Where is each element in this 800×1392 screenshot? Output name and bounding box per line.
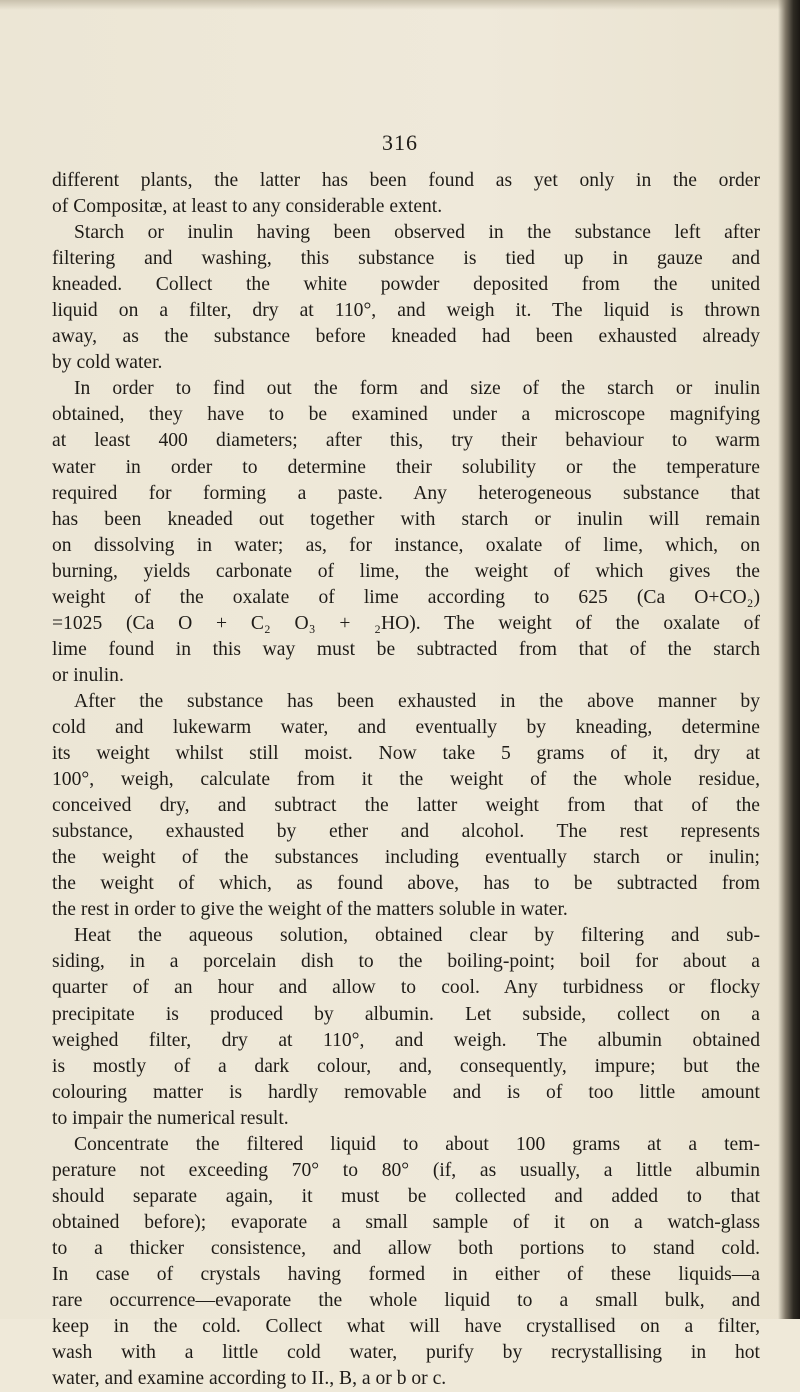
text-line: After the substance has been exhausted in the above manner by — [74, 690, 760, 712]
text-line: filtering and washing, this substance is tied up in gauze and — [52, 248, 760, 270]
text-line: substance, exhausted by ether and alcohol. The rest represents — [52, 821, 760, 843]
text-line: In case of crystals having formed in either of these liquids—a — [52, 1263, 760, 1285]
text-line: precipitate is produced by albumin. Let subside, collect on a — [52, 1003, 760, 1025]
text-line: obtained, they have to be examined under a microscope magnifying — [52, 404, 760, 426]
text-line: at least 400 diameters; after this, try their behaviour to warm — [52, 430, 760, 452]
top-edge-shadow — [0, 0, 800, 10]
text-line: has been kneaded out together with starch or inulin will remain — [52, 508, 760, 530]
text-line: or inulin. — [52, 664, 124, 686]
text-line: of Compositæ, at least to any considerable extent. — [52, 196, 443, 218]
text-line: on dissolving in water; as, for instance, oxalate of lime, which, on — [52, 534, 760, 556]
text-line: away, as the substance before kneaded had been exhausted already — [52, 326, 760, 348]
text-line: required for forming a paste. Any heterogeneous substance that — [52, 482, 760, 504]
text-line: siding, in a porcelain dish to the boiling-point; boil for about a — [52, 951, 760, 973]
text-line: to a thicker consistence, and allow both portions to stand cold. — [52, 1237, 760, 1259]
text-line: conceived dry, and subtract the latter weight from that of the — [52, 795, 760, 817]
text-line: the weight of which, as found above, has to be subtracted from — [52, 873, 760, 895]
text-line: to impair the numerical result. — [52, 1107, 289, 1129]
text-line: weighed filter, dry at 110°, and weigh. The albumin obtained — [52, 1029, 760, 1051]
text-line: its weight whilst still moist. Now take 5 grams of it, dry at — [52, 743, 760, 765]
text-line: weight of the oxalate of lime according to 625 (Ca O+CO₂) — [52, 586, 760, 608]
text-line: keep in the cold. Collect what will have crystallised on a filter, — [52, 1316, 760, 1338]
text-line: should separate again, it must be collected and added to that — [52, 1185, 760, 1207]
text-line: Concentrate the filtered liquid to about 100 grams at a tem- — [74, 1133, 760, 1155]
text-line: Starch or inulin having been observed in the substance left after — [74, 222, 760, 244]
text-line: 100°, weigh, calculate from it the weight of the whole residue, — [52, 769, 760, 791]
text-line: is mostly of a dark colour, and, consequently, impure; but the — [52, 1055, 760, 1077]
text-line: the weight of the substances including eventually starch or inulin; — [52, 847, 760, 869]
text-line: different plants, the latter has been found as yet only in the order — [52, 170, 760, 191]
text-line: wash with a little cold water, purify by recrystallising in hot — [52, 1342, 760, 1364]
text-line: quarter of an hour and allow to cool. Any turbidness or flocky — [52, 977, 760, 999]
text-line: water, and examine according to II., B, a or b or c. — [52, 1368, 447, 1390]
page-number: 316 — [382, 130, 418, 155]
text-line: liquid on a filter, dry at 110°, and weigh it. The liquid is thrown — [52, 300, 760, 322]
text-line: obtained before); evaporate a small sample of it on a watch-glass — [52, 1211, 760, 1233]
text-line: burning, yields carbonate of lime, the weight of which gives the — [52, 560, 760, 582]
text-line: perature not exceeding 70° to 80° (if, as usually, a little albumin — [52, 1159, 760, 1181]
text-line: by cold water. — [52, 352, 163, 374]
text-line: cold and lukewarm water, and eventually by kneading, determine — [52, 716, 760, 738]
body-text — [52, 168, 760, 1392]
text-line: lime found in this way must be subtracted from that of the starch — [52, 638, 760, 660]
text-line: Heat the aqueous solution, obtained clear by filtering and sub- — [74, 925, 760, 947]
text-line: water in order to determine their solubility or the temperature — [52, 456, 760, 478]
text-line: the rest in order to give the weight of the matters soluble in water. — [52, 899, 568, 921]
text-line: rare occurrence—evaporate the whole liquid to a small bulk, and — [52, 1290, 760, 1312]
text-line: kneaded. Collect the white powder deposited from the united — [52, 274, 760, 296]
page-binding-edge — [778, 0, 800, 1319]
text-line: =1025 (Ca O + C₂ O₃ + ₂HO). The weight of the oxalate of — [52, 612, 760, 634]
text-line: In order to find out the form and size of the starch or inulin — [74, 378, 760, 400]
text-line: colouring matter is hardly removable and is of too little amount — [52, 1081, 760, 1103]
